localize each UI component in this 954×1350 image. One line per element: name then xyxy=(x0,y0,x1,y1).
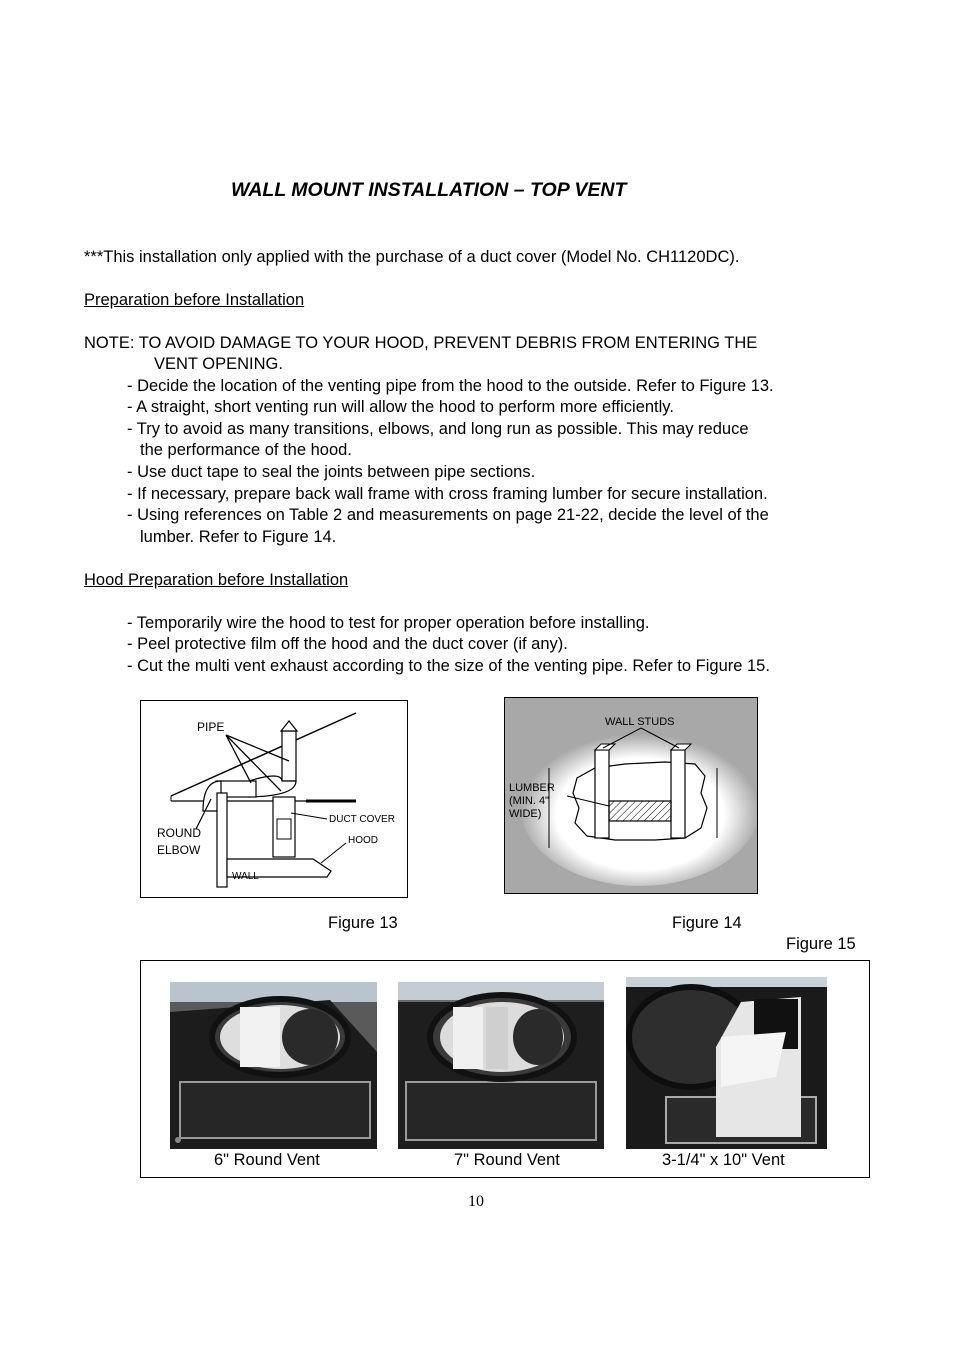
figure-13-caption: Figure 13 xyxy=(328,914,398,932)
label-wall-studs: WALL STUDS xyxy=(605,716,675,728)
hood-item: - Temporarily wire the hood to test for proper operation before installing. xyxy=(127,614,650,632)
vent-caption-rectangular: 3-1/4" x 10" Vent xyxy=(662,1151,785,1169)
label-elbow: ELBOW xyxy=(157,843,201,857)
prep-item: - Using references on Table 2 and measurements on page 21-22, decide the level of the xyxy=(127,506,769,524)
prep-item: - If necessary, prepare back wall frame with cross framing lumber for secure installation. xyxy=(127,485,768,503)
page-number: 10 xyxy=(468,1193,484,1210)
hood-item: - Peel protective film off the hood and the duct cover (if any). xyxy=(127,635,568,653)
prep-heading: Preparation before Installation xyxy=(84,291,305,309)
label-round: ROUND xyxy=(157,826,201,840)
figure-13-diagram xyxy=(141,701,407,897)
label-pipe: PIPE xyxy=(197,720,225,734)
photo-6-inch-round-vent xyxy=(170,982,377,1149)
note-line-1: NOTE: TO AVOID DAMAGE TO YOUR HOOD, PREVENT DEBRIS FROM ENTERING THE xyxy=(84,334,758,352)
label-lumber: LUMBER xyxy=(509,782,555,794)
hood-item: - Cut the multi vent exhaust according to the size of the venting pipe. Refer to Figure 15. xyxy=(127,657,770,675)
prep-item: - Try to avoid as many transitions, elbows, and long run as possible. This may reduce xyxy=(127,420,749,438)
page-title: WALL MOUNT INSTALLATION – TOP VENT xyxy=(231,179,627,201)
figure-13 xyxy=(140,700,408,898)
label-hood: HOOD xyxy=(348,835,378,846)
figure-14 xyxy=(504,697,758,894)
note-line-2: VENT OPENING. xyxy=(154,355,283,373)
photo-rectangular-vent xyxy=(626,977,827,1149)
label-wall: WALL xyxy=(232,871,259,882)
vent-caption-6-inch: 6" Round Vent xyxy=(214,1151,320,1169)
label-lumber-wide: WIDE) xyxy=(509,808,542,820)
figure-15-caption: Figure 15 xyxy=(786,935,856,953)
label-lumber-min: (MIN. 4" xyxy=(509,795,549,807)
prep-item-continuation: lumber. Refer to Figure 14. xyxy=(140,528,337,546)
figure-14-caption: Figure 14 xyxy=(672,914,742,932)
prep-item: - A straight, short venting run will allow the hood to perform more efficiently. xyxy=(127,398,674,416)
label-duct-cover: DUCT COVER xyxy=(329,814,395,825)
prep-item-continuation: the performance of the hood. xyxy=(140,441,352,459)
prep-item: - Use duct tape to seal the joints between pipe sections. xyxy=(127,463,536,481)
vent-caption-7-inch: 7" Round Vent xyxy=(454,1151,560,1169)
figure-14-diagram xyxy=(505,698,757,893)
figure-15 xyxy=(140,960,870,1178)
hood-prep-heading: Hood Preparation before Installation xyxy=(84,571,349,589)
prep-item: - Decide the location of the venting pipe from the hood to the outside. Refer to Figure 13. xyxy=(127,377,774,395)
intro-text: ***This installation only applied with the purchase of a duct cover (Model No. CH1120DC). xyxy=(84,248,740,266)
photo-7-inch-round-vent xyxy=(398,982,604,1149)
